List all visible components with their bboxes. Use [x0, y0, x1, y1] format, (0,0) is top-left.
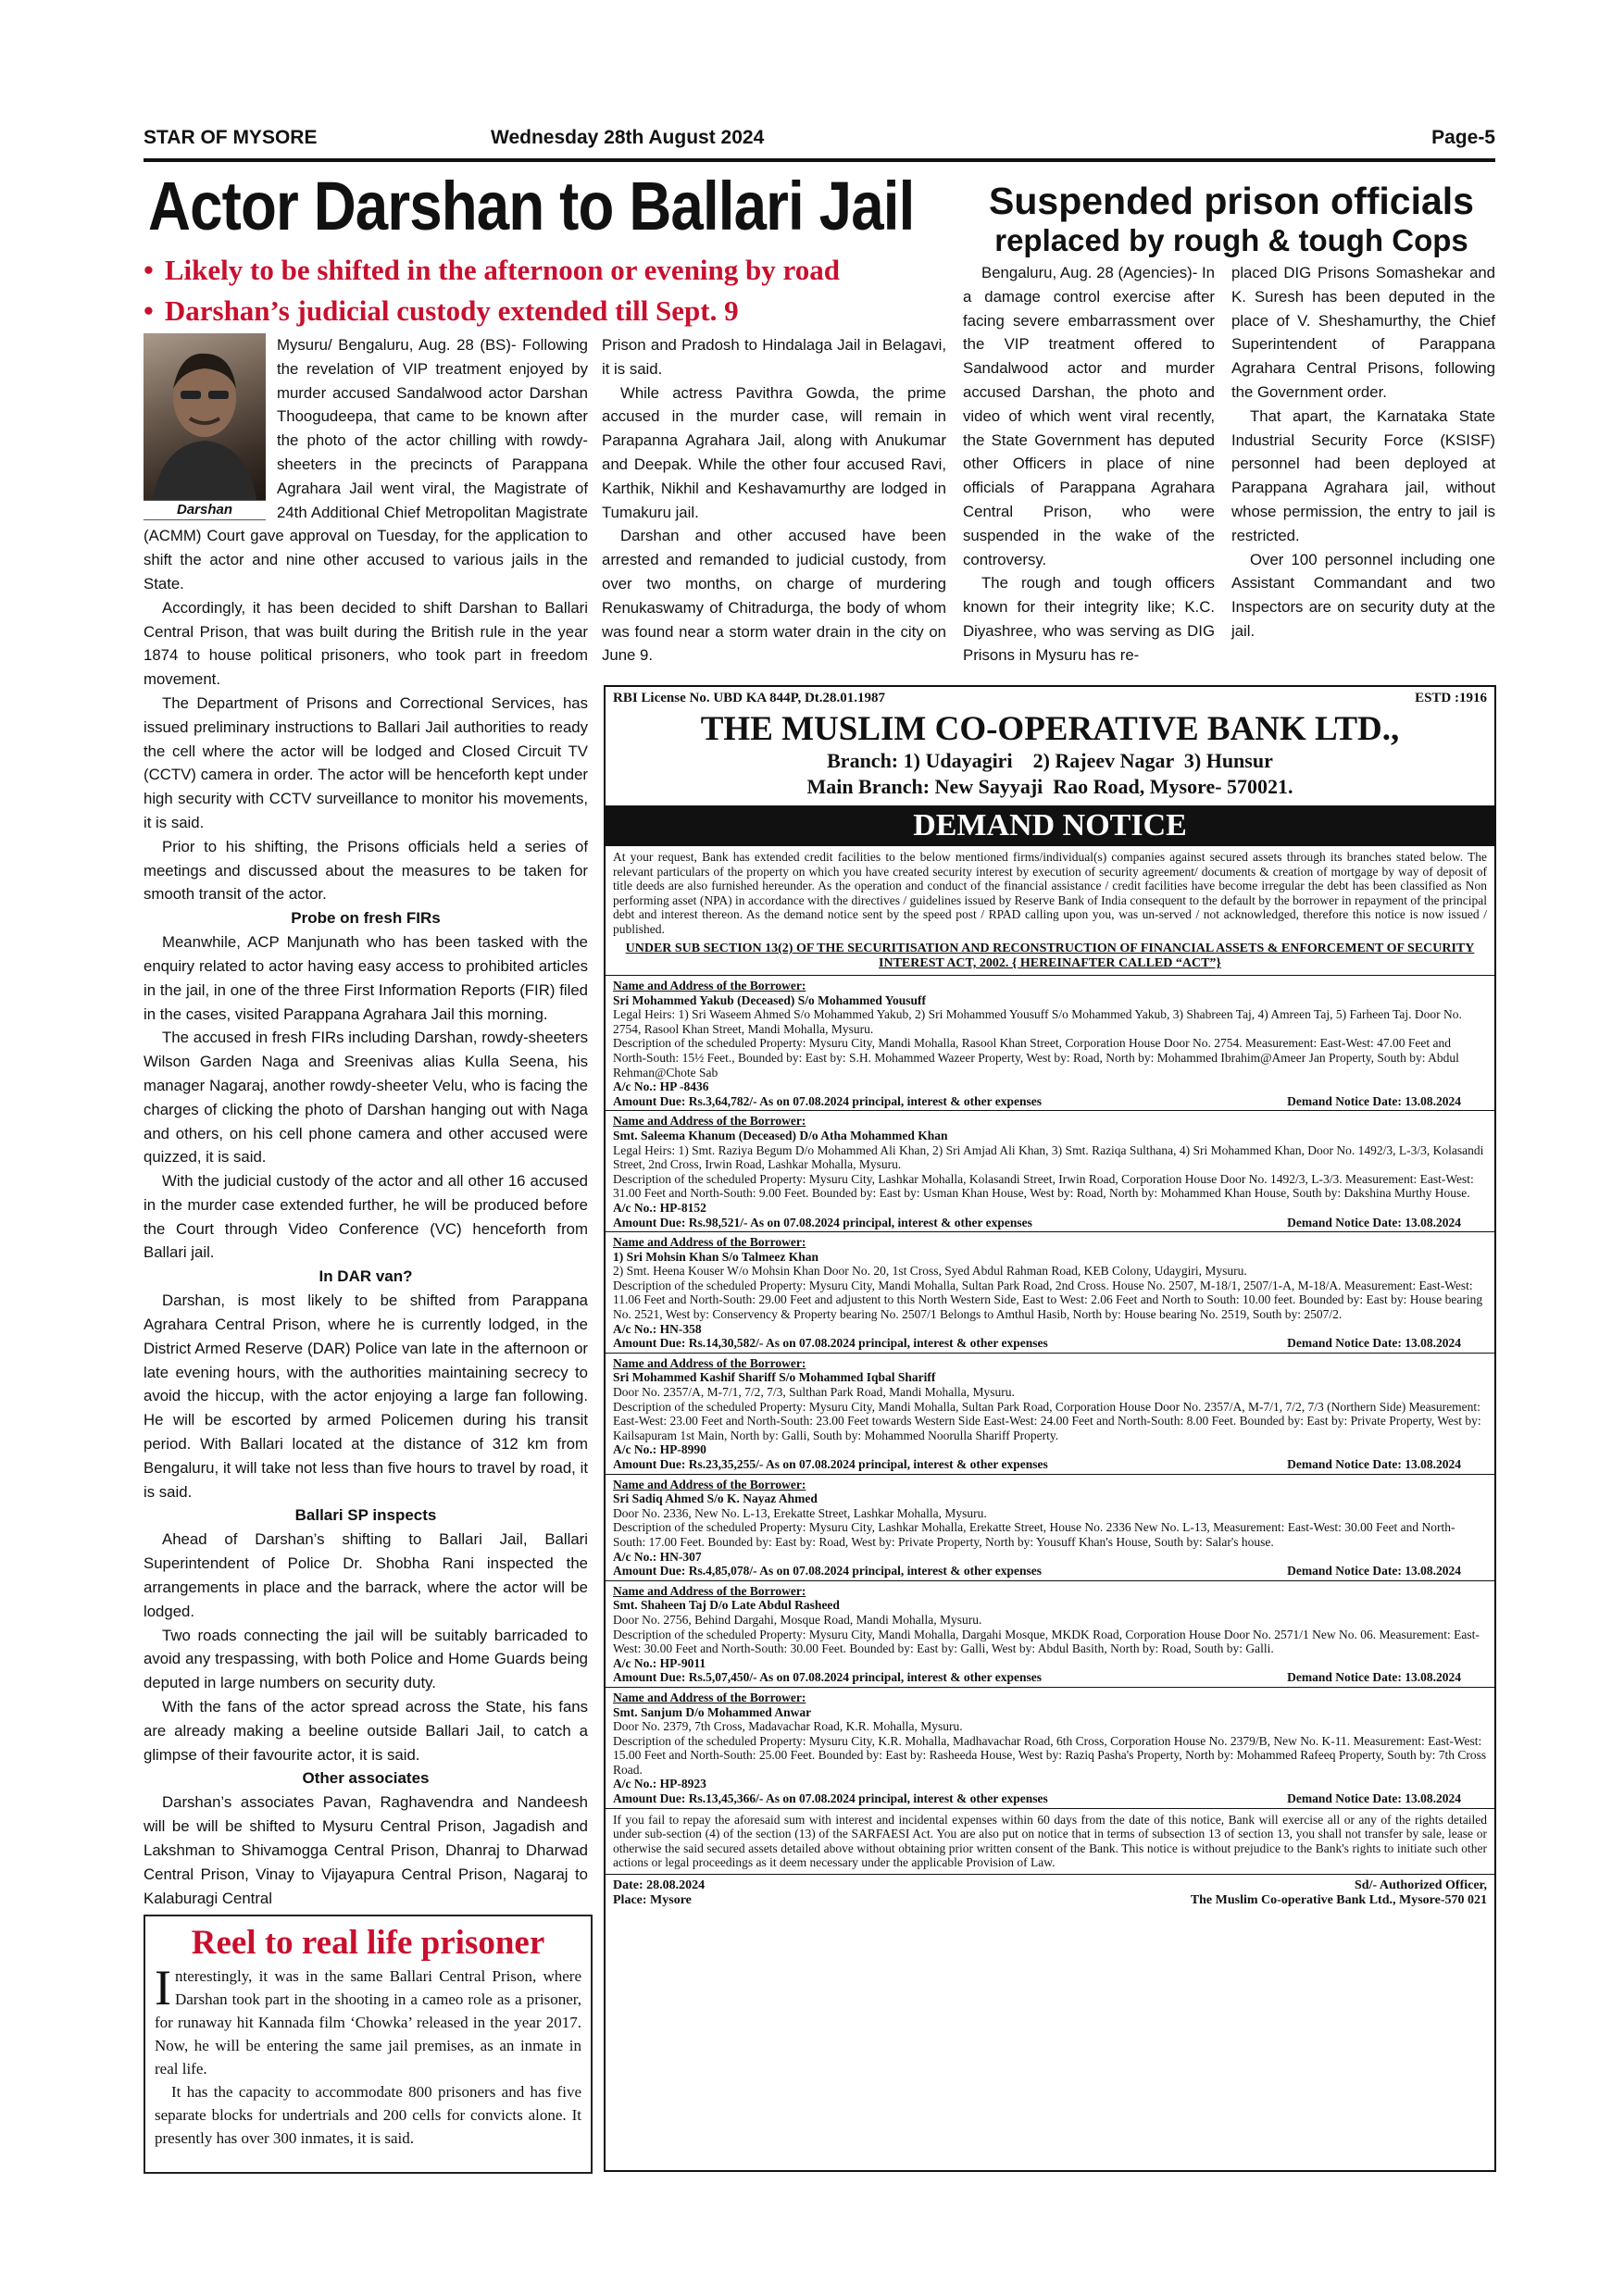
borrower-details: Door No. 2336, New No. L-13, Erekatte Street, Lashkar Mohalla, Mysuru. — [613, 1505, 987, 1520]
side-paragraph: Bengaluru, Aug. 28 (Agencies)- In a damage control exercise after facing severe embarrassment over the VIP treatment offered to Sandalwood actor and murder accused Darshan, the photo and video of which went viral recently, the State Government has deputed other Officers in place of nine officials of Parappana Agrahara Central Prison, who were suspended in the wake of the controversy. — [963, 264, 1215, 568]
drop-cap: I — [155, 1960, 171, 2015]
borrower-details: Door No. 2379, 7th Cross, Madavachar Road, K.R. Mohalla, Mysuru. — [613, 1719, 963, 1734]
account-number: A/c No.: HP-9011 — [613, 1655, 706, 1670]
lead-paragraph: Prison and Pradosh to Hindalaga Jail in Belagavi, it is said. — [602, 336, 946, 378]
side-column-1 — [963, 261, 1215, 668]
main-branch: Main Branch: New Sayyaji Rao Road, Mysore- 570021. — [806, 775, 1293, 798]
borrower-entry — [606, 1231, 1494, 1353]
estd: ESTD :1916 — [1415, 691, 1487, 705]
borrower-name: Smt. Saleema Khanum (Deceased) D/o Atha Mohammed Khan — [613, 1128, 948, 1142]
side-paragraph: That apart, the Karnataka State Industrial Security Force (KSISF) personnel had been deployed at Parappana Agrahara jail, without whose permission, the entry to jail is restricted. — [1231, 406, 1495, 544]
lead-bullet: • Likely to be shifted in the afternoon or evening by road — [144, 250, 958, 291]
borrower-entry — [606, 1110, 1494, 1231]
notice-footer: If you fail to repay the aforesaid sum with interest and incidental expenses within 60 days from the date of this notice, Bank will exercise all or any of the rights detailed under sub-section (4) of the section (13) of the SARFAESI Act. You are also put on notice that in terms of subsection 13 of section 13, you shall not transfer by sale, lease or otherwise the said secured assets detailed above without obtaining prior written consent of the Bank. This notice is without prejudice to the Bank's rights to initiate such other actions or legal proceedings as it deem necessary under the applicable Provision of Law. — [606, 1808, 1494, 1874]
borrower-entry — [606, 1580, 1494, 1687]
subheading: Other associates — [302, 1769, 430, 1788]
demand-notice-title: DEMAND NOTICE — [606, 805, 1494, 846]
lead-paragraph: Darshan’s associates Pavan, Raghavendra and Nandeesh will be will be shifted to Mysuru Central Prison, Jagadish and Lakshman to Shivamogga Central Prison, Dhanraj to Dharwad Central Prison, Vinay to Vijayapura Central Prison, Nagaraj to Kalaburagi Central — [144, 1793, 588, 1907]
issue-date: Wednesday 28th August 2024 — [491, 127, 765, 148]
borrower-name: Sri Mohammed Yakub (Deceased) S/o Mohammed Yousuff — [613, 992, 927, 1007]
paper-name: STAR OF MYSORE — [144, 127, 318, 148]
subheading: Probe on fresh FIRs — [291, 909, 441, 928]
amount-due: Amount Due: Rs.13,45,366/- As on 07.08.2024 principal, interest & other expenses — [613, 1791, 1048, 1806]
borrower-entry — [606, 1687, 1494, 1808]
amount-due: Amount Due: Rs.4,85,078/- As on 07.08.2024 principal, interest & other expenses — [613, 1564, 1043, 1578]
demand-notice-date: Demand Notice Date: 13.08.2024 — [1287, 1457, 1461, 1471]
lead-column-1 — [144, 333, 588, 1910]
account-number: A/c No.: HP-8923 — [613, 1777, 706, 1791]
subheading: Ballari SP inspects — [294, 1506, 437, 1525]
borrower-name: 1) Sri Mohsin Khan S/o Talmeez Khan — [613, 1249, 819, 1264]
borrower-entry — [606, 1353, 1494, 1474]
reel-paragraph: nterestingly, it was in the same Ballari Central Prison, where Darshan took part in the shooting in a cameo role as a prisoner, for runaway hit Kannada film ‘Chowka’ released in the year 2017. Now, he will be entering the same jail premises, as an inmate in real life. — [155, 1967, 581, 2078]
borrower-details: Legal Heirs: 1) Sri Waseem Ahmed S/o Mohammed Yakub, 2) Sri Mohammed Yousuff S/o Mohammed Yakub, 3) Shabreen Taj, 4) Amreen Taj, 5) Farheen Taj. Door No. 2754, Rasool Khan Street, Mandi Mohalla, Mysuru. — [613, 1007, 1462, 1036]
property-description: Description of the scheduled Property: Mysuru City, Mandi Mohalla, Sultan Park Road, Corporation House Door No. 2357/A, M-7/1, 7/2, 7/3 (Northern Side) Measurement: East-West: 23.00 Feet and North-South: 23.00 Feet towards Western Side East-West: 24.00 Feet and North-South: 8.00 Feet. Bounded by: East by: Private Property, West by: Kailsapuram 1st Main, North by: Galli, South by: Mohammed Noorulla Shariff Property. — [613, 1399, 1481, 1442]
page-number: Page-5 — [1431, 127, 1495, 148]
borrower-name: Smt. Shaheen Taj D/o Late Abdul Rasheed — [613, 1598, 840, 1613]
signature-block — [606, 1874, 1494, 1913]
branches: Branch: 1) Udayagiri 2) Rajeev Nagar 3) Hunsur — [827, 749, 1273, 772]
demand-notice-date: Demand Notice Date: 13.08.2024 — [1287, 1215, 1461, 1229]
borrower-name: Sri Mohammed Kashif Shariff S/o Mohammed Iqbal Shariff — [613, 1370, 936, 1385]
account-number: A/c No.: HN-358 — [613, 1321, 702, 1336]
signatory: Sd/- Authorized Officer, — [1355, 1878, 1487, 1893]
borrower-details: 2) Smt. Heena Kouser W/o Mohsin Khan Door No. 20, 1st Cross, Syed Abdul Rahman Road, KEB Colony, Udaygiri, Mysuru. — [613, 1264, 1247, 1279]
lead-paragraph: Ahead of Darshan’s shifting to Ballari Jail, Ballari Superintendent of Police Dr. Shobha Rani inspected the arrangements in place and the barrack, where the actor will be lodged. — [144, 1530, 588, 1620]
act-heading: UNDER SUB SECTION 13(2) OF THE SECURITISATION AND RECONSTRUCTION OF FINANCIAL ASSETS & ENFORCEMENT OF SECURITY INTEREST ACT, 2002. { HEREINAFTER CALLED “ACT”} — [625, 942, 1475, 970]
amount-row — [613, 1791, 1487, 1806]
borrower-details: Legal Heirs: 1) Smt. Raziya Begum D/o Mohammed Ali Khan, 2) Sri Amjad Ali Khan, 3) Smt. Raziqa Sulthana, 4) Sri Mohammed Khan, Door No. 1492/3, L-3/3, Kolasandi Street, 2nd Cross, Irwin Road, Lashkar Mohalla, Mysuru. — [613, 1142, 1484, 1172]
property-description: Description of the scheduled Property: Mysuru City, Lashkar Mohalla, Erekatte Street, House No. 2336 New No. L-13, Measurement: East-West: 30.00 Feet and North-South: 17.00 Feet. Bounded by: East by: Road, West by: Private Property, North by: Yousuff Khan's House, South by: Salar's house. — [613, 1520, 1455, 1549]
notice-topline — [606, 687, 1494, 711]
amount-due: Amount Due: Rs.98,521/- As on 07.08.2024 principal, interest & other expenses — [613, 1215, 1032, 1229]
signatory-bank: The Muslim Co-operative Bank Ltd., Mysore-570 021 — [1190, 1893, 1487, 1908]
reel-box — [144, 1915, 593, 2174]
side-headline: Suspended prison officials — [989, 180, 1474, 222]
reel-title: Reel to real life prisoner — [191, 1924, 545, 1962]
lead-paragraph: Mysuru/ Bengaluru, Aug. 28 (BS)- Following the revelation of VIP treatment enjoyed by murder accused Sandalwood actor Darshan Thoogudeepa, that came to be known after the photo of the actor chilling with rowdy-sheeters in the precincts of Parappana Agrahara Jail went viral, the Magistrate of 24th Additional Chief Metropolitan Magistrate (ACMM) Court gave approval on Tuesday, for the application to shift the actor and nine other accused to various jails in the State. — [144, 336, 588, 593]
borrower-name: Sri Sadiq Ahmed S/o K. Nayaz Ahmed — [613, 1491, 818, 1506]
account-number: A/c No.: HN-307 — [613, 1549, 702, 1564]
amount-row — [613, 1094, 1487, 1109]
lead-bullets — [144, 250, 958, 331]
lead-paragraph: Accordingly, it has been decided to shift Darshan to Ballari Central Prison, that was built during the British rule in the year 1874 to house political prisoners, who took part in freedom movement. — [144, 598, 588, 689]
property-description: Description of the scheduled Property: Mysuru City, Mandi Mohalla, Dargahi Mosque, MKDK Road, Corporation House Door No. 2571/1 New No. 06. Measurement: East-West: 30.00 Feet and North-South: 30.00 Feet. Bounded by: East by: Galli, West by: Abdul Basith, North by: Road, South by: Galli. — [613, 1627, 1480, 1656]
amount-row — [613, 1457, 1487, 1472]
bank-name: THE MUSLIM CO-OPERATIVE BANK LTD., — [700, 710, 1400, 748]
demand-notice-date: Demand Notice Date: 13.08.2024 — [1287, 1564, 1461, 1578]
notice-intro: At your request, Bank has extended credit facilities to the below mentioned firms/individual(s) companies against secured assets through its branches stated below. The relevant particulars of the property on which you have created security interest by execution of security agreement/ documents & creation of mortgage by way of deposit of title deeds are also furnished hereunder. As the operation and conduct of the financial assistance / credit facilities have become irregular the debt has been classified as Non performing asset (NPA) in accordance with the directives / guidelines issued by Reserve Bank of India consequent to the default by the borrower in repayment of the principal debt and interest thereon. As the demand notice sent by the speed post / RPAD calling upon you, was un-served / not acknowledged, therefore this notice is now issued / published. — [613, 850, 1487, 936]
amount-due: Amount Due: Rs.3,64,782/- As on 07.08.2024 principal, interest & other expenses — [613, 1093, 1043, 1108]
entry-heading: Name and Address of the Borrower: — [613, 1355, 806, 1370]
lead-paragraph: Darshan, is most likely to be shifted from Parappana Agrahara Central Prison, where he is currently lodged, in the District Armed Reserve (DAR) Police van late in the afternoon or late evening hours, with the authorities maintaining secrecy to avoid the hiccup, with the actor enjoying a large fan following. He will be escorted by armed Policemen during his transit period. With Ballari located at the distance of 312 km from Bengaluru, it will take not less than five hours to travel by road, it is said. — [144, 1292, 588, 1501]
entry-heading: Name and Address of the Borrower: — [613, 979, 806, 992]
demand-notice-date: Demand Notice Date: 13.08.2024 — [1287, 1791, 1461, 1806]
lead-paragraph: The Department of Prisons and Correctional Services, has issued preliminary instructions to Ballari Jail authorities to ready the cell where the actor will be lodged and Closed Circuit TV (CCTV) camera in order. The actor will be henceforth kept under high security with CCTV surveillance to monitor his movements, it is said. — [144, 693, 588, 831]
demand-notice — [604, 685, 1496, 2172]
entry-heading: Name and Address of the Borrower: — [613, 1583, 806, 1598]
side-paragraph: The rough and tough officers known for their integrity like; K.C. Diyashree, who was serving as DIG Prisons in Mysuru has re- — [963, 574, 1215, 664]
amount-due: Amount Due: Rs.5,07,450/- As on 07.08.2024 principal, interest & other expenses — [613, 1670, 1043, 1685]
lead-column-2 — [602, 333, 946, 668]
portrait-icon — [144, 333, 266, 500]
rbi-license: RBI License No. UBD KA 844P, Dt.28.01.1987 — [613, 691, 886, 705]
entry-heading: Name and Address of the Borrower: — [613, 1690, 806, 1704]
lead-paragraph: Prior to his shifting, the Prisons officials held a series of meetings and discussed about the measures to be taken for smooth transit of the actor. — [144, 837, 588, 904]
amount-row — [613, 1564, 1487, 1578]
reel-body — [155, 1960, 581, 2150]
lead-paragraph: While actress Pavithra Gowda, the prime accused in the murder case, will remain in Parapanna Agrahara Jail, along with Anukumar and Deepak. While the other four accused Ravi, Karthik, Nikhil and Keshavamurthy are lodged in Tumakuru jail. — [602, 383, 946, 521]
lead-paragraph: With the fans of the actor spread across the State, his fans are already making a beeline outside Ballari Jail, to catch a glimpse of their favourite actor, it is said. — [144, 1698, 588, 1764]
lead-paragraph: Darshan and other accused have been arrested and remanded to judicial custody, from over two months, on charge of murdering Renukaswamy of Chitradurga, the body of whom was found near a storm water drain in the city on June 9. — [602, 527, 946, 665]
amount-row — [613, 1336, 1487, 1351]
amount-due: Amount Due: Rs.14,30,582/- As on 07.08.2024 principal, interest & other expenses — [613, 1336, 1048, 1351]
darshan-photo — [144, 333, 266, 500]
property-description: Description of the scheduled Property: Mysuru City, Lashkar Mohalla, Kolasandi Street, Irwin Road, Corporation House Door No. 1492/3, L-3/3. Measurement: East-West: 31.00 Feet and North-South: 9.00 Feet. Bounded by: East by: Usman Khan House, West by: Road, North by: Mohammed Khan House, South by: Dakshina Murthy House. — [613, 1171, 1474, 1201]
lead-paragraph: Meanwhile, ACP Manjunath who has been tasked with the enquiry related to actor having easy access to prohibited articles in the jail, in one of the three First Information Reports (FIR) filed in the cases, visited Parappana Agrahara Jail this morning. — [144, 933, 588, 1023]
borrower-list — [606, 975, 1494, 1808]
demand-notice-date: Demand Notice Date: 13.08.2024 — [1287, 1093, 1461, 1108]
notice-date: Date: 28.08.2024 — [613, 1878, 706, 1893]
borrower-name: Smt. Sanjum D/o Mohammed Anwar — [613, 1704, 812, 1719]
notice-place: Place: Mysore — [613, 1893, 692, 1908]
subheading: In DAR van? — [319, 1267, 413, 1286]
property-description: Description of the scheduled Property: Mysuru City, Mandi Mohalla, Rasool Khan Street, Corporation House Door No. 2754. Measurement: East-West: 47.00 Feet and North-South: 15½ Feet., Bounded by: East by: S.H. Mohammed Wazeer Property, West by: Road, North by: Mohammed Ibrahim@Ameer Jan Property, South by: Abdul Rehman@Chote Sab — [613, 1036, 1459, 1079]
photo-caption: Darshan — [144, 500, 266, 520]
side-paragraph: Over 100 personnel including one Assistant Commandant and two Inspectors are on security duty at the jail. — [1231, 550, 1495, 640]
side-column-2 — [1231, 261, 1495, 643]
reel-paragraph: It has the capacity to accommodate 800 prisoners and has five separate blocks for undertrials and 200 cells for convicts alone. It presently has over 300 inmates, it is said. — [155, 2083, 581, 2147]
property-description: Description of the scheduled Property: Mysuru City, K.R. Mohalla, Madhavachar Road, 6th Cross, Corporation House No. 2379/B, New No. K-11. Measurement: East-West: 15.00 Feet and North-South: 25.00 Feet. Bounded by: East by: Rasheeda House, West by: Raziq Pasha's Property, North by: Mohammed Rafeeq Property, South by: 7th Cross Road. — [613, 1733, 1487, 1777]
entry-heading: Name and Address of the Borrower: — [613, 1114, 806, 1129]
lead-paragraph: Two roads connecting the jail will be suitably barricaded to avoid any trespassing, with both Police and Home Guards being deputed in large numbers on security duty. — [144, 1626, 588, 1692]
side-paragraph: placed DIG Prisons Somashekar and K. Suresh has been deputed in the place of V. Sheshamurthy, the Chief Superintendent of Parappana Agrahara Central Prisons, following the Government order. — [1231, 264, 1495, 401]
account-number: A/c No.: HP-8990 — [613, 1442, 706, 1457]
demand-notice-date: Demand Notice Date: 13.08.2024 — [1287, 1336, 1461, 1351]
lead-paragraph: With the judicial custody of the actor and all other 16 accused in the murder case extended further, he will be produced before the Court through Video Conference (VC) henceforth from Ballari jail. — [144, 1172, 588, 1262]
account-number: A/c No.: HP -8436 — [613, 1079, 709, 1094]
property-description: Description of the scheduled Property: Mysuru City, Mandi Mohalla, Sultan Park Road, 2nd Cross. House No. 2507, M-18/1, 2507/1-A, M-18/A. Measurement: East-West: 11.06 Feet and North-South: 29.00 Feet and adjustent to this North Western Side, East to West: 2.06 Feet and North to South: 10.00 feet. Bounded by: East by: House bearing No. 2521, West by: Conservency & Property bearing No. 2507/1 Belongs to Amthul Hasib, North by: House bearing No. 2519, South by: 2507/2. — [613, 1278, 1483, 1322]
borrower-details: Door No. 2756, Behind Dargahi, Mosque Road, Mandi Mohalla, Mysuru. — [613, 1612, 982, 1627]
borrower-details: Door No. 2357/A, M-7/1, 7/2, 7/3, Sulthan Park Road, Mandi Mohalla, Mysuru. — [613, 1385, 1015, 1400]
amount-due: Amount Due: Rs.23,35,255/- As on 07.08.2024 principal, interest & other expenses — [613, 1457, 1048, 1471]
lead-bullet: • Darshan’s judicial custody extended till Sept. 9 — [144, 291, 958, 331]
entry-heading: Name and Address of the Borrower: — [613, 1477, 806, 1491]
demand-notice-date: Demand Notice Date: 13.08.2024 — [1287, 1670, 1461, 1685]
page-header — [144, 127, 1495, 158]
account-number: A/c No.: HP-8152 — [613, 1200, 706, 1215]
lead-headline: Actor Darshan to Ballari Jail — [148, 168, 915, 244]
borrower-entry — [606, 975, 1494, 1110]
entry-heading: Name and Address of the Borrower: — [613, 1235, 806, 1250]
amount-row — [613, 1670, 1487, 1685]
amount-row — [613, 1216, 1487, 1230]
borrower-entry — [606, 1474, 1494, 1580]
lead-paragraph: The accused in fresh FIRs including Darshan, rowdy-sheeters Wilson Garden Naga and Sreenivas alias Kulla Seena, his manager Nagaraj, another rowdy-sheeter Velu, who is facing the charges of clicking the photo of Darshan hanging out with Naga and others, on his cell phone camera and other accused were quizzed, it is said. — [144, 1029, 588, 1167]
header-rule — [144, 158, 1495, 162]
side-subheadline: replaced by rough & tough Cops — [994, 223, 1468, 257]
